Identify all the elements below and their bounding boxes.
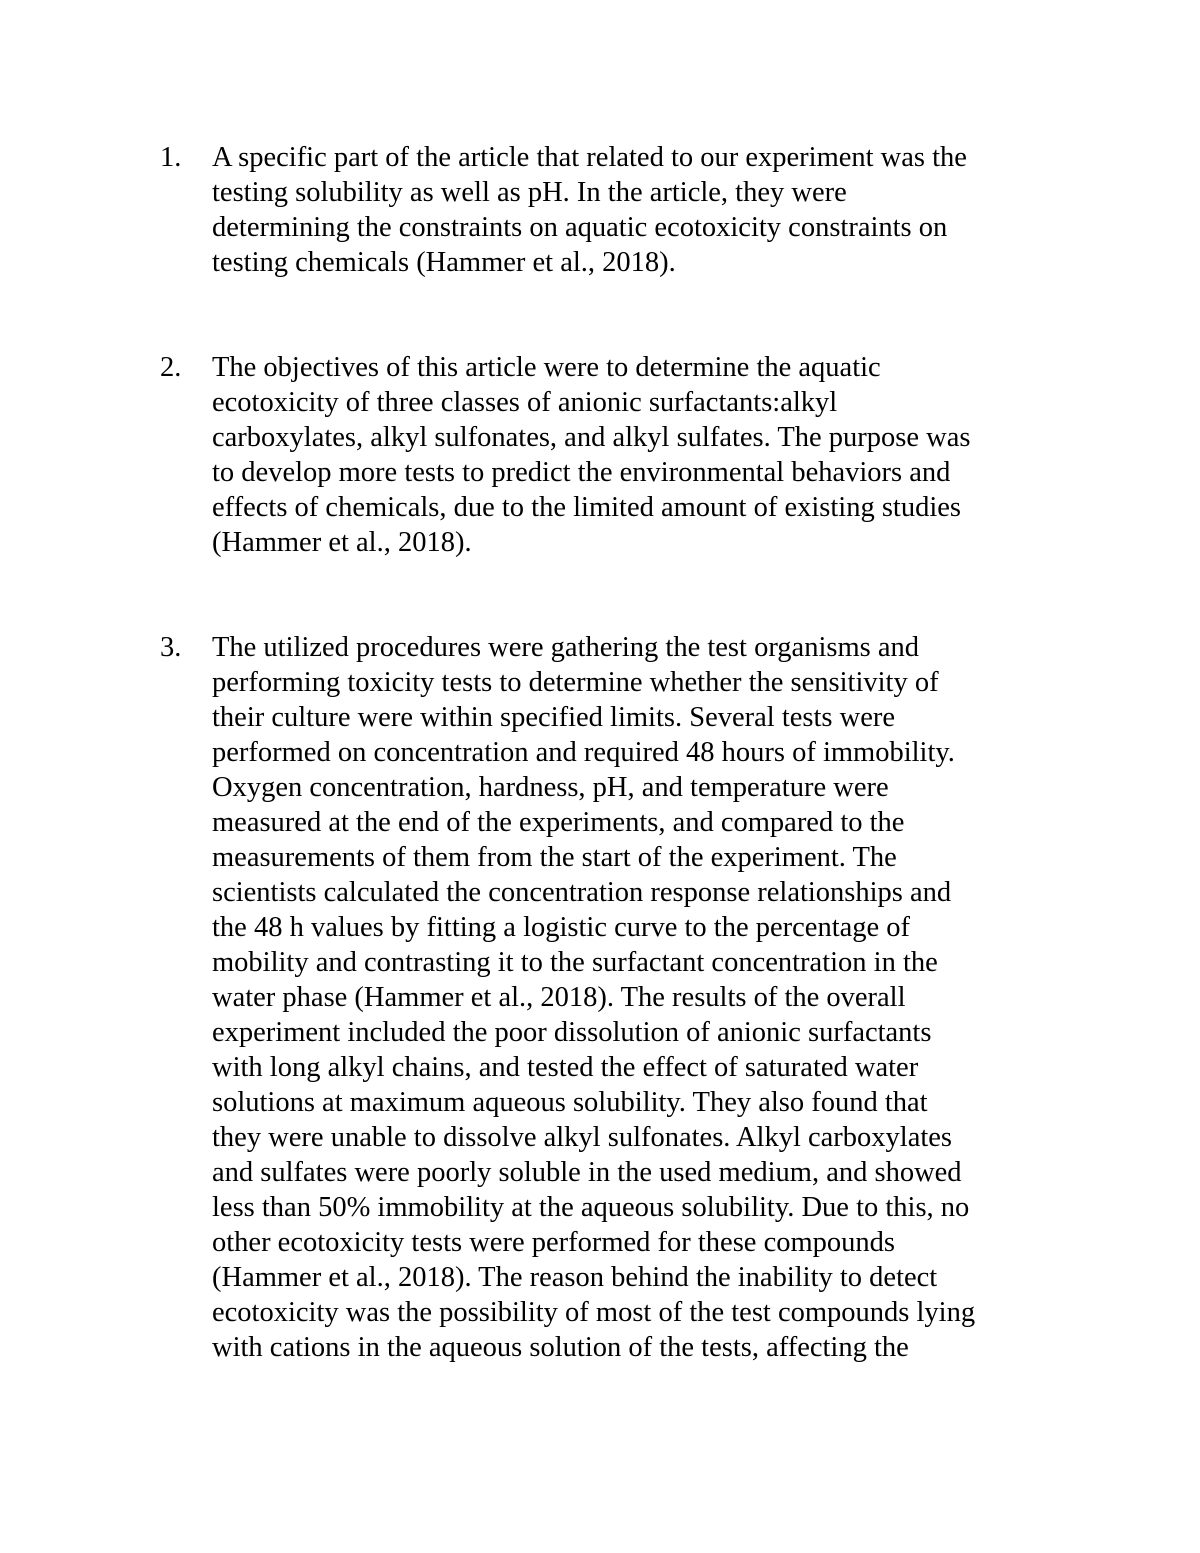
list-item-3 (160, 630, 1060, 1365)
list-item-number: 2. (160, 352, 182, 383)
numbered-list (160, 140, 1060, 1365)
list-item-number: 1. (160, 142, 182, 173)
list-item-1 (160, 140, 1060, 280)
list-item-text: A specific part of the article that related to our experiment was the testing solubility as well as pH. In the article, they were determining the constraints on aquatic ecotoxicity constraints on testing chemicals (Hammer et al., 2018). (212, 142, 967, 278)
list-item-text: The utilized procedures were gathering the test organisms and performing toxicity tests to determine whether the sensitivity of their culture were within specified limits. Several tests were performed on concentration and required 48 hours of immobility. Oxygen concentration, hardness, pH, and temperature were measured at the end of the experiments, and compared to the measurements of them from the start of the experiment. The scientists calculated the concentration response relationships and the 48 h values by fitting a logistic curve to the percentage of mobility and contrasting it to the surfactant concentration in the water phase (Hammer et al., 2018). The results of the overall experiment included the poor dissolution of anionic surfactants with long alkyl chains, and tested the effect of saturated water solutions at maximum aqueous solubility. They also found that they were unable to dissolve alkyl sulfonates. Alkyl carboxylates and sulfates were poorly soluble in the used medium, and showed less than 50% immobility at the aqueous solubility. Due to this, no other ecotoxicity tests were performed for these compounds (Hammer et al., 2018). The reason behind the inability to detect ecotoxicity was the possibility of most of the test compounds lying with cations in the aqueous solution of the tests, affecting the (212, 632, 976, 1363)
list-item-2 (160, 350, 1060, 560)
list-item-number: 3. (160, 632, 182, 663)
list-item-text: The objectives of this article were to determine the aquatic ecotoxicity of three classes of anionic surfactants:alkyl carboxylates, alkyl sulfonates, and alkyl sulfates. The purpose was to develop more tests to predict the environmental behaviors and effects of chemicals, due to the limited amount of existing studies (Hammer et al., 2018). (212, 352, 971, 558)
